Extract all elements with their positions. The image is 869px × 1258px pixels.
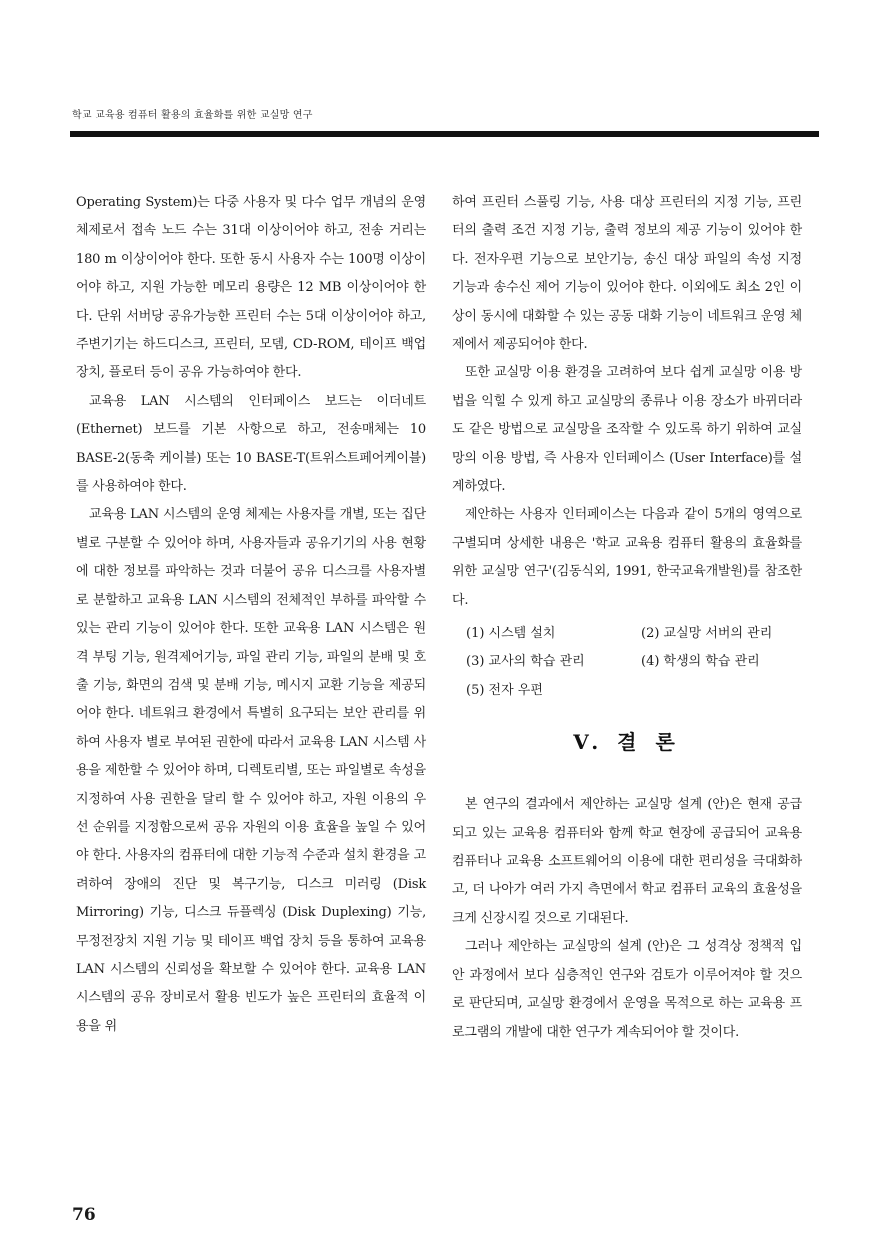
- list-item-label: (4) 학생의 학습 관리: [641, 654, 760, 670]
- list-item-label: (5) 전자 우편: [466, 682, 543, 698]
- right-column: [452, 189, 802, 1047]
- list-item: [452, 674, 802, 702]
- page-number: 76: [72, 1205, 96, 1225]
- list-item: [452, 617, 802, 645]
- body-paragraph: 하여 프린터 스풀링 기능, 사용 대상 프린터의 지정 기능, 프린터의 출력 조건 지정 기능, 출력 정보의 제공 기능이 있어야 한다. 전자우편 기능으로 보안기능, 송신 대상 파일의 속성 지정 기능과 송수신 제어 기능이 있어야 한다. 이외에도 최소 2인 이상이 동시에 대화할 수 있는 공동 대화 기능이 네트워크 운영 체제에서 제공되어야 한다.: [452, 195, 802, 353]
- body-paragraph: Operating System)는 다중 사용자 및 다수 업무 개념의 운영 체제로서 접속 노드 수는 31대 이상이어야 하고, 전송 거리는 180 m 이상이어야 한다. 또한 동시 사용자 수는 100명 이상이어야 하고, 지원 가능한 메모리 용량은 12 MB 이상이어야 한다. 단위 서버당 공유가능한 프린터 수는 5대 이상이어야 하고, 주변기기는 하드디스크, 프린터, 모뎀, CD-ROM, 테이프 백업 장치, 플로터 등이 공유 가능하여야 한다.: [76, 195, 426, 381]
- body-paragraph: 그러나 제안하는 교실망의 설계 (안)은 그 성격상 정책적 입안 과정에서 보다 심층적인 연구와 검토가 이루어져야 할 것으로 판단되며, 교실망 환경에서 운영을 목적으로 하는 교육용 프로그램의 개발에 대한 연구가 계속되어야 할 것이다.: [452, 939, 802, 1040]
- list-item-label: (2) 교실망 서버의 관리: [641, 625, 773, 641]
- body-paragraph: 또한 교실망 이용 환경을 고려하여 보다 쉽게 교실망 이용 방법을 익힐 수 있게 하고 교실망의 종류나 이용 장소가 바뀌더라도 같은 방법으로 교실망을 조작할 수 있도록 하기 위하여 교실망의 이용 방법, 즉 사용자 인터페이스 (User Interface)를 설계하였다.: [452, 365, 802, 495]
- body-paragraph: 교육용 LAN 시스템의 인터페이스 보드는 이더네트(Ethernet) 보드를 기본 사항으로 하고, 전송매체는 10 BASE-2(동축 케이블) 또는 10 BASE-T(트위스트페어케이블)를 사용하여야 한다.: [76, 393, 426, 495]
- list-item-label: (1) 시스템 설치: [466, 625, 556, 641]
- body-paragraph: 제안하는 사용자 인터페이스는 다음과 같이 5개의 영역으로 구별되며 상세한 내용은 '학교 교육용 컴퓨터 활용의 효율화를 위한 교실망 연구'(김동식외, 1991, 한국교육개발원)를 참조한다.: [452, 507, 802, 608]
- left-column: [76, 189, 426, 1041]
- section-title: V. 결 론: [573, 730, 681, 755]
- list-item-label: (3) 교사의 학습 관리: [466, 654, 585, 670]
- list-item: [452, 645, 802, 673]
- body-paragraph: 교육용 LAN 시스템의 운영 체제는 사용자를 개별, 또는 집단별로 구분할 수 있어야 하며, 사용자들과 공유기기의 사용 현황에 대한 정보를 파악하는 것과 더불어 공유 디스크를 사용자별로 분할하고 교육용 LAN 시스템의 전체적인 부하를 파악할 수 있는 관리 기능이 있어야 한다. 또한 교육용 LAN 시스템은 원격 부팅 기능, 원격제어기능, 파일 관리 기능, 파일의 분배 및 호출 기능, 화면의 검색 및 분배 기능, 메시지 교환 기능을 제공되어야 한다. 네트워크 환경에서 특별히 요구되는 보안 관리를 위하여 사용자 별로 부여된 권한에 따라서 교육용 LAN 시스템 사용을 제한할 수 있어야 하며, 디렉토리별, 또는 파일별로 속성을 지정하여 사용 권한을 달리 할 수 있어야 하고, 자원 이용의 우선 순위를 지정함으로써 공유 자원의 이용 효율을 높일 수 있어야 한다. 사용자의 컴퓨터에 대한 기능적 수준과 설치 환경을 고려하여 장애의 진단 및 복구기능, 디스크 미러링 (Disk Mirroring) 기능, 디스크 듀플렉싱 (Disk Duplexing) 기능, 무정전장치 지원 기능 및 테이프 백업 장치 등을 통하여 교육용 LAN 시스템의 신뢰성을 확보할 수 있어야 한다. 교육용 LAN 시스템의 공유 장비로서 활용 빈도가 높은 프린터의 효율적 이용을 위: [76, 507, 426, 1034]
- running-header: 학교 교육용 컴퓨터 활용의 효율화를 위한 교실망 연구: [72, 110, 313, 121]
- interface-area-list: [452, 617, 802, 702]
- body-paragraph: 본 연구의 결과에서 제안하는 교실망 설계 (안)은 현재 공급되고 있는 교육용 컴퓨터와 함께 학교 현장에 공급되어 교육용 컴퓨터나 교육용 소프트웨어의 이용에 대한 편리성을 극대화하고, 더 나아가 여러 가지 측면에서 학교 컴퓨터 교육의 효율성을 크게 신장시킬 것으로 기대된다.: [452, 797, 802, 926]
- header-rule: [70, 131, 819, 137]
